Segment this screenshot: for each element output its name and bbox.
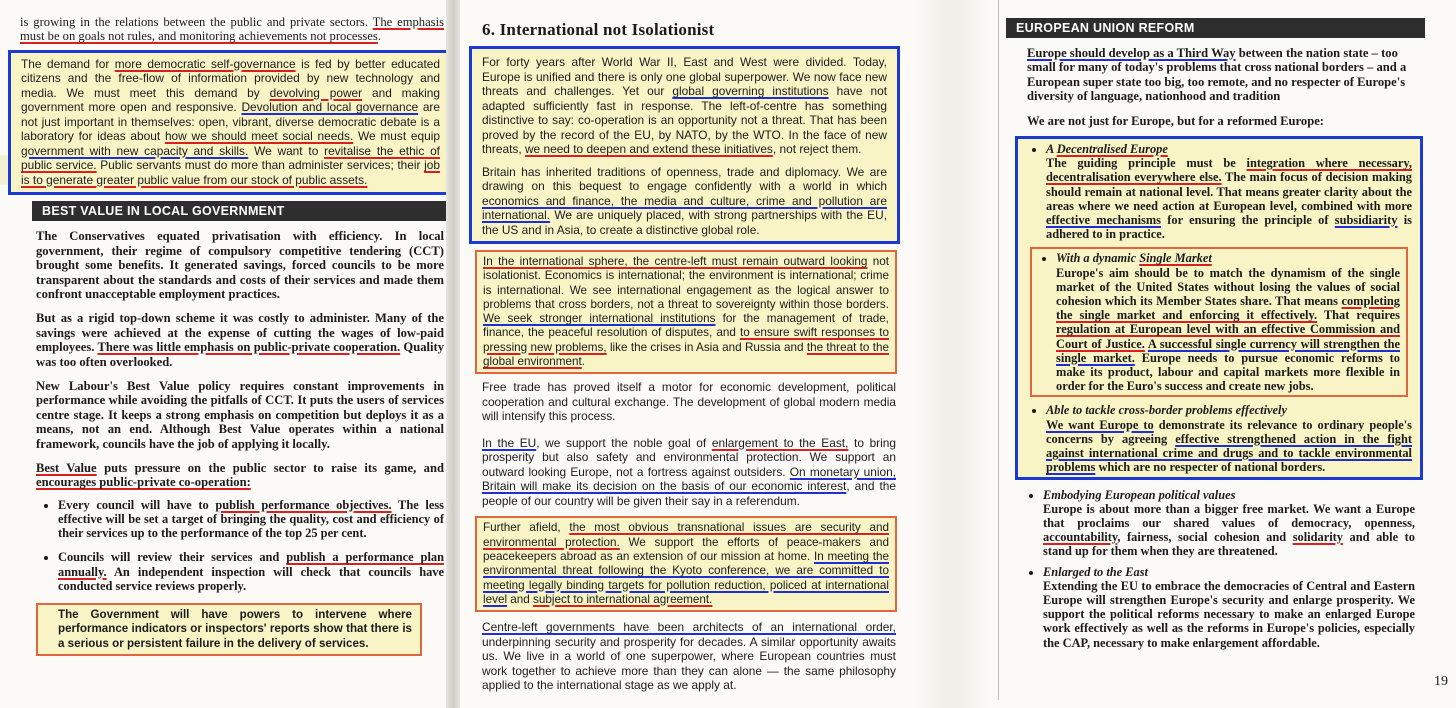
item-single-market: • With a dynamic Single Market Europe's aim should be to match the dynamism of the single market of the United States without losing the values of social cohesion which its Member States share. That means completing the single market and enforcing it effectively. That requires regulation at European level with an effective Commission and Court of Justice. A successful single currency will strengthen the single market. Europe needs to pursue economic reforms to make its product, labour and capital markets more flexible in order for the Euro's success and create new jobs.: [1056, 251, 1400, 393]
rigid-scheme-paragraph: But as a rigid top-down scheme it was costly to administer. Many of the savings were achieved at the expense of cutting the wages of low-paid employees. There was little emphasis on public-private cooperation. Quality was too often overlooked.: [36, 311, 445, 369]
centre-left-paragraph: Centre-left governments have been architects of an international order, underpinning security and prosperity for decades. A similar opportunity awaits us. We live in a world of one superpower, where European countries must work together to achieve more than they can alone — the same philosophy applied to the international stage as we apply at.: [482, 620, 896, 693]
governance-paragraph: The demand for more democratic self-governance is fed by better educated citizens and the free-flow of information provided by new technology and media. We must meet this demand by devolving power and making government more open and responsive. Devolution and local governance are not just important in themselves: open, vibrant, diverse democratic debate is a laboratory for ideas about how we should meet social needs. We must equip government with new capacity and skills. We want to revitalise the ethic of public service. Public servants must do more than administer services; their job is to generate greater public value from our stock of public assets.: [21, 56, 441, 187]
best-value-body: [20, 229, 444, 656]
forty-years-paragraph: For forty years after World War II, East and West were divided. Today, Europe is unified and there is only one global superpower. We now face new threats and challenges. Yet our global governing institutions have not adapted sufficiently fast in response. The left-of-centre has something distinctive to say: co-operation is an opportunity not a threat. That has been proved by the record of the EU, by NATO, by the WTO. In the face of new threats, we need to deepen and extend these initiatives, not reject them.: [482, 55, 888, 156]
eu-reform-list: [1024, 142, 1412, 241]
book-spine-right: [912, 0, 990, 708]
government-powers-paragraph: The Government will have powers to intervene where performance indicators or inspectors' reports show that there is a serious or persistent failure in the delivery of services.: [58, 608, 412, 650]
international-box: [469, 46, 900, 244]
item-enlarged-east: • Enlarged to the East Extending the EU to embrace the democracies of Central and Eastern Europe will strengthen Europe's security and enlarge prosperity. We support the political reforms necessary to make an enlarged Europe work effectively as well as the reforms in Europe's policies, especially the CAP, necessary to make enlargement affordable.: [1043, 565, 1415, 650]
third-way-paragraph: Europe should develop as a Third Way between the nation state – too small for many of today's problems that cross national borders – and a European super state too big, too remote, and no respecter of Europe's diversity of language, nationhood and tradition: [1027, 46, 1407, 104]
middle-plain-text: [479, 380, 896, 508]
eu-reform-box: [1015, 136, 1423, 479]
conservatives-paragraph: The Conservatives equated privatisation with efficiency. In local government, their regime of compulsory competitive tendering (CCT) brought some benefits. It generated savings, forced councils to be more transparent about the standards and costs of their services and made them confront unacceptable employment practices.: [36, 229, 444, 301]
bullet-performance-plan: • Councils will review their services and publish a performance plan annually. An independent inspection will check that councils have conducted service reviews properly.: [58, 550, 444, 593]
right-page-column: [1015, 18, 1415, 650]
page-number: 19: [1434, 674, 1448, 689]
further-afield-paragraph: Further afield, the most obvious transnational issues are security and environmental protection. We support the efforts of peace-makers and peacekeepers abroad as an extension of our mission at home. In meeting the environmental threat following the Kyoto conference, we are committed to meeting legally binding targets for pollution reduction, policed at international level and subject to international agreement.: [483, 521, 889, 606]
bullet-performance-objectives: • Every council will have to publish performance objectives. The less effective will be set a target of bringing the quality, cost and efficiency of their services up to the performance of the top 25 per cent.: [58, 498, 444, 541]
international-sphere-box: [475, 250, 897, 374]
middle-page: [460, 0, 912, 708]
cross-border-list: [1024, 403, 1412, 474]
left-page: [0, 0, 446, 708]
government-powers-box: [36, 603, 422, 656]
eu-reform-heading: EUROPEAN UNION REFORM: [1006, 18, 1425, 38]
intro-paragraph: is growing in the relations between the public and private sectors. The emphasis must be on goals not rules, and monitoring achievements not processes.: [20, 15, 444, 44]
eu-intro: [1015, 46, 1415, 128]
reformed-europe-paragraph: We are not just for Europe, but for a reformed Europe:: [1027, 113, 1324, 128]
middle-closing-text: [479, 620, 896, 693]
further-afield-box: [475, 516, 897, 612]
international-sphere-paragraph: In the international sphere, the centre-left must remain outward looking not isolationist. Economics is international; the environment is international; crime is international. We see international engagement as the logical answer to problems that cross borders, not a threat to sovereignty within those borders. We seek stronger international institutions for the management of trade, finance, the peaceful resolution of disputes, and to ensure swift responses to pressing new problems, like the crises in Asia and Russia and the threat to the global environment.: [483, 255, 889, 369]
best-value-paragraph: Best Value puts pressure on the public sector to raise its game, and encourages public-private co-operation:: [36, 461, 444, 490]
governance-box: [8, 50, 446, 196]
free-trade-paragraph: Free trade has proved itself a motor for economic development, political cooperation and cultural exchange. The development of global modern media will intensify this process.: [482, 380, 896, 424]
page-edge-rule: [998, 0, 999, 700]
item-cross-border: • Able to tackle cross-border problems effectively We want Europe to demonstrate its relevance to ordinary people's concerns by agreeing effective strengthened action in the fight against international crime and drugs and to tackle environmental problems which are no respecter of national borders.: [1046, 403, 1412, 474]
eu-reform-list-continued: [1015, 488, 1415, 650]
intro-underline: The emphasis must be on goals not rules, and monitoring achievements not processes: [20, 15, 444, 44]
britain-paragraph: Britain has inherited traditions of openness, trade and diplomacy. We are drawing on this bequest to engage confidently with a world in which economics and finance, the media and culture, crime and pollution are international. We are uniquely placed, with strong partnerships with the EU, the US and in Asia, to create a distinctive global role.: [482, 164, 887, 237]
item-decentralised: • A Decentralised Europe The guiding principle must be integration where necessary, decentralisation everywhere else. The main focus of decision making should remain at national level. That means greater clarity about the areas where we need action at European level, combined with more effective mechanisms for ensuring the principle of subsidiarity is adhered to in practice.: [1046, 142, 1412, 241]
single-market-box: [1030, 247, 1408, 397]
right-page: [990, 0, 1456, 708]
single-market-list: [1046, 251, 1400, 393]
new-labour-paragraph: New Labour's Best Value policy requires constant improvements in performance while avoiding the pitfalls of CCT. It puts the users of services centre stage. It keeps a strong emphasis on competition but deploys it as a means, not an end. Although Best Value operates within a national framework, councils have the job of applying it locally.: [36, 378, 444, 451]
item-political-values: • Embodying European political values Europe is about more than a bigger free market. We want a Europe that proclaims our shared values of democracy, openness, accountability, fairness, social cohesion and solidarity and able to stand up for them when they are threatened.: [1043, 488, 1415, 559]
section-title: 6. International not Isolationist: [482, 20, 715, 39]
best-value-bullets: [36, 498, 444, 593]
best-value-heading: BEST VALUE IN LOCAL GOVERNMENT: [32, 201, 446, 221]
left-page-column: [20, 15, 444, 656]
middle-page-column: [479, 20, 896, 693]
eu-paragraph: In the EU, we support the noble goal of enlargement to the East, to bring prosperity but also safety and environmental protection. We support an outward looking Europe, not a fortress against outsiders. On monetary union, Britain will make its decision on the basis of our economic interest, and the people of our country will be given their say in a referendum.: [482, 435, 897, 508]
book-spine-left: [446, 0, 460, 708]
